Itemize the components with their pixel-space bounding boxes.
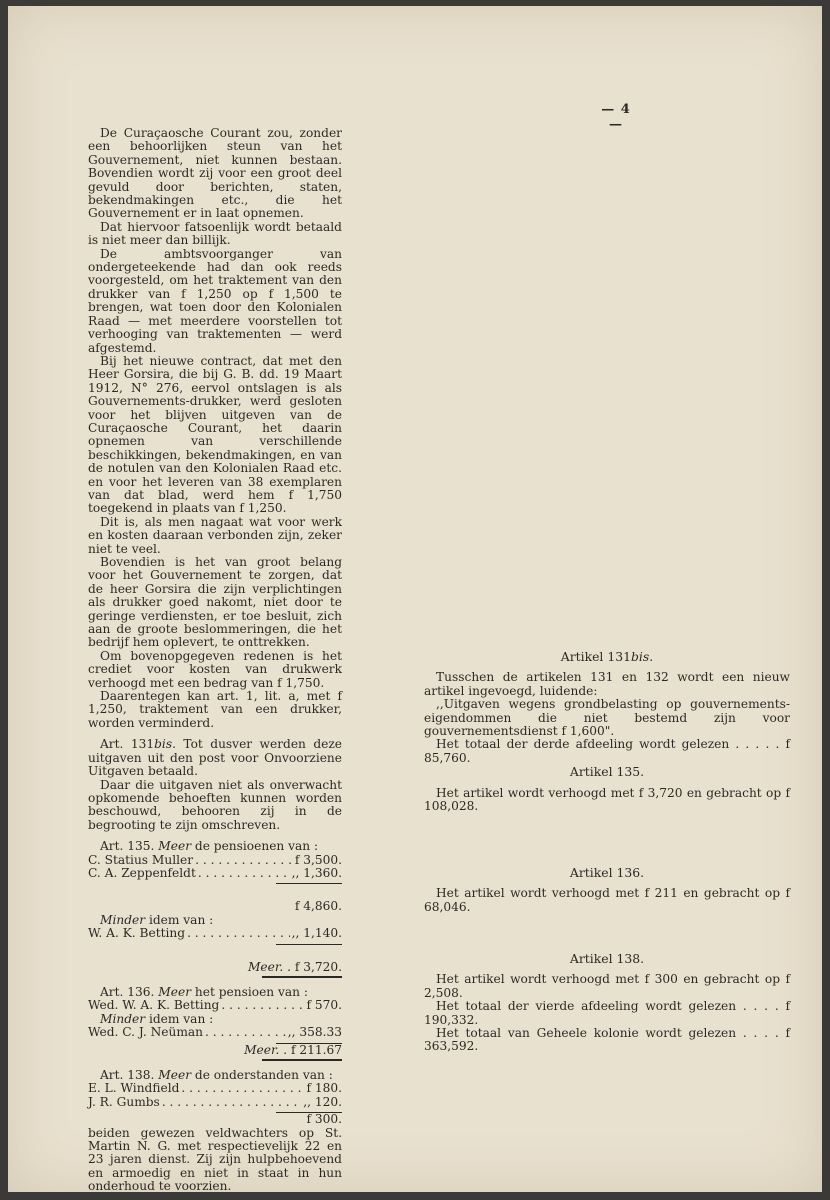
paragraph: De Curaçaosche Courant zou, zonder een behoorlijken steun van het Gouvernement, niet kunnen bestaan. Bovendien wordt zij voor een groot deel gevuld door berichten, staten, bekendmakingen etc., die het Gouvernement er in laat opnemen.	[88, 126, 342, 221]
right-column-136	[424, 866, 790, 914]
support-row: J. R. Gumbs . . . ,, 120.	[88, 1096, 342, 1109]
page-number: — 4 —	[601, 102, 631, 132]
article-131bis-note: Art. 131bis. Tot dusver werden deze uitgaven uit den post voor Onvoorziene Uitgaven betaald.	[88, 737, 342, 779]
article-136-intro: Art. 136. Meer het pensioen van :	[100, 984, 309, 999]
article-heading: Artikel 135.	[569, 764, 645, 780]
article-heading: Artikel 131bis.	[560, 649, 654, 664]
total-line: Het totaal der vierde afdeeling wordt gelezen . . . . f 190,332.	[424, 999, 790, 1027]
paragraph: beiden gewezen veldwachters op St. Martin N. G. met respectievelijk 22 en 23 jaren dienst. Zij zijn hulpbehoevend en armoedig en niet in staat in hun onderhoud te voorzien.	[88, 1125, 342, 1194]
paragraph: Om bovenopgegeven redenen is het crediet voor kosten van drukwerk verhoogd met een bedrag van f 1,750.	[88, 648, 342, 690]
article-138-intro: Art. 138. Meer de onderstanden van :	[100, 1068, 333, 1082]
pension-row: C. A. Zeppenfeldt . . . ,, 1,360.	[88, 867, 342, 880]
subtotal: f 300.	[306, 1112, 342, 1127]
right-column-138	[424, 952, 790, 1054]
total-meer: Meer. . f 211.67	[244, 1042, 342, 1057]
pension-row: C. Statius Muller . . . f 3,500.	[88, 854, 342, 867]
minder-line: Minder idem van :	[100, 1011, 214, 1026]
paragraph: Tusschen de artikelen 131 en 132 wordt een nieuw artikel ingevoegd, luidende:	[424, 670, 790, 698]
paragraph: Bovendien is het van groot belang voor het Gouvernement te zorgen, dat de heer Gorsira die zijn verplichtingen als drukker goed nakomt, niet door te geringe verdiensten, er toe besluit, zich aan de groote beslommeringen, die het bedrijf hem oplevert, te onttrekken.	[88, 555, 342, 650]
paragraph: Het artikel wordt verhoogd met f 300 en gebracht op f 2,508.	[424, 972, 790, 1000]
pension-row: W. A. K. Betting . . . ,, 1,140.	[88, 927, 342, 940]
paragraph: Dat hiervoor fatsoenlijk wordt betaald is niet meer dan billijk.	[88, 219, 342, 248]
pension-row: Wed. W. A. K. Betting . . . f 570.	[88, 999, 342, 1012]
paragraph: Daar die uitgaven niet als onverwacht opkomende behoeften kunnen worden beschouwd, behooren zij in de begrooting te zijn omschreven.	[88, 777, 342, 832]
article-heading: Artikel 138.	[569, 951, 645, 966]
pension-row: Wed. C. J. Neüman . . . ,, 358.33	[88, 1026, 342, 1039]
paragraph: Dit is, als men nagaat wat voor werk en kosten daaraan verbonden zijn, zeker niet te veel.	[88, 514, 342, 556]
total-meer: Meer. . f 3,720.	[247, 959, 342, 974]
document-page	[8, 6, 822, 1192]
article-135-intro: Art. 135. Meer de pensioenen van :	[100, 839, 319, 854]
minder-line: Minder idem van :	[100, 912, 214, 927]
right-column-131bis	[424, 650, 790, 813]
paragraph: De ambtsvoorganger van ondergeteekende had dan ook reeds voorgesteld, om het traktement van den drukker van f 1,250 op f 1,500 te brengen, wat toen door den Kolonialen Raad — met meerdere voorstellen tot verhooging van traktementen — werd afgestemd.	[88, 246, 342, 355]
paragraph: Bij het nieuwe contract, dat met den Heer Gorsira, die bij G. B. dd. 19 Maart 1912, N° 276, eervol ontslagen is als Gouvernements-drukker, werd gesloten voor het blijven uitgeven van de Curaçaosche Courant, het daarin opnemen van verschillende beschikkingen, bekendmakingen, en van de notulen van den Kolonialen Raad etc. en voor het leveren van 38 exemplaren van dat blad, werd hem f 1,750 toegekend in plaats van f 1,250.	[88, 353, 342, 516]
paragraph: ,,Uitgaven wegens grondbelasting op gouvernements-eigendommen die niet bestemd zijn voor gouvernementsdienst f 1,600".	[424, 697, 790, 739]
support-row: E. L. Windfield . . . f 180.	[88, 1082, 342, 1095]
total-line: Het totaal der derde afdeeling wordt gelezen . . . . . f 85,760.	[424, 737, 790, 765]
paragraph: Daarentegen kan art. 1, lit. a, met f 1,250, traktement van een drukker, worden verminderd.	[88, 689, 342, 730]
subtotal: f 4,860.	[294, 899, 342, 914]
left-column	[88, 127, 342, 1194]
paragraph: Het artikel wordt verhoogd met f 3,720 en gebracht op f 108,028.	[424, 785, 790, 814]
total-line: Het totaal van Geheele kolonie wordt gelezen . . . . f 363,592.	[424, 1026, 790, 1054]
article-heading: Artikel 136.	[569, 865, 645, 880]
paragraph: Het artikel wordt verhoogd met f 211 en gebracht op f 68,046.	[424, 886, 790, 914]
